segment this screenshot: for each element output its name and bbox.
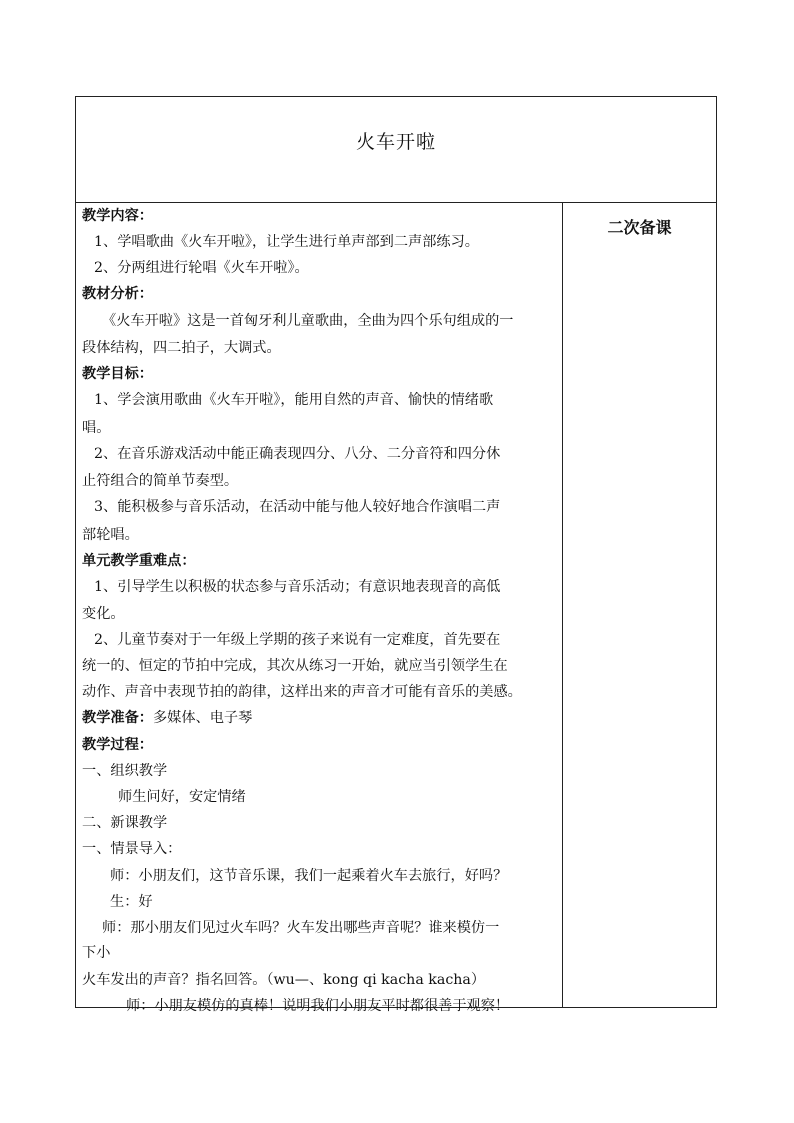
line-text: 1、学唱歌曲《火车开啦》，让学生进行单声部到二声部练习。 [94,234,479,250]
content-line [82,656,556,676]
line-text: 多媒体、电子琴 [152,710,253,726]
line-text: 师：那小朋友们见过火车吗？火车发出哪些声音呢？谁来模仿一 [102,920,500,936]
content-line [82,418,556,438]
secondary-prep-label: 二次备课 [607,218,672,237]
line-text: 2、分两组进行轮唱《火车开啦》。 [94,260,309,276]
content-line [82,970,556,990]
line-text: 动作、声音中表现节拍的韵律，这样出来的声音才可能有音乐的美感。 [82,684,522,700]
page-title: 火车开啦 [355,131,436,153]
content-line [82,206,556,226]
content-line [82,761,556,781]
line-text: 一、情景导入： [82,841,182,857]
content-line [82,604,556,624]
line-text: 师生问好，安定情绪 [118,789,246,805]
content-line [82,497,556,517]
content-line [82,892,556,912]
section-heading: 教学过程： [82,737,153,753]
lesson-table [75,96,717,1014]
line-text: 唱。 [82,420,111,436]
line-text: 下小 [82,945,111,961]
content-line [82,682,556,702]
line-text: 2、儿童节奏对于一年级上学期的孩子来说有一定难度，首先要在 [94,632,501,648]
content-line [82,258,556,278]
content-line [82,918,556,938]
line-text: 变化。 [82,606,125,622]
line-text: 3、能积极参与音乐活动，在活动中能与他人较好地合作演唱二声 [94,499,501,515]
line-text: 师：小朋友们，这节音乐课，我们一起乘着火车去旅行，好吗？ [110,868,508,884]
content-line [82,444,556,464]
content-line [82,364,556,384]
content-line [82,708,556,728]
line-text: 止符组合的简单节奏型。 [82,473,239,489]
content-line [82,551,556,571]
title-row [76,97,716,203]
line-text: 一、组织教学 [82,763,168,779]
line-text: 师：小朋友模仿的真棒！说明我们小朋友平时都很善于观察！ [126,998,510,1014]
content-line [82,630,556,650]
secondary-prep-cell [563,203,716,1007]
line-text: 段体结构，四二拍子，大调式。 [82,340,281,356]
line-text: 1、学会演用歌曲《火车开啦》，能用自然的声音、愉快的情绪歌 [94,392,494,408]
section-heading: 单元教学重难点： [82,553,196,569]
content-line [82,943,556,963]
content-line [82,866,556,886]
content-line [82,839,556,859]
line-text: 生：好 [110,894,153,910]
content-line [82,996,556,1016]
content-line [82,311,556,331]
content-line [82,735,556,755]
content-line [82,577,556,597]
line-text: 1、引导学生以积极的状态参与音乐活动；有意识地表现音的高低 [94,579,501,595]
section-heading: 教学目标： [82,366,153,382]
line-text: 火车发出的声音？指名回答。（wu—、kong qi kacha kacha） [82,972,486,988]
content-line [82,471,556,491]
content-line [82,232,556,252]
line-text: 2、在音乐游戏活动中能正确表现四分、八分、二分音符和四分休 [94,446,501,462]
line-text: 部轮唱。 [82,527,139,543]
content-line [82,787,556,807]
content-line [82,813,556,833]
line-text: 《火车开啦》这是一首匈牙利儿童歌曲，全曲为四个乐句组成的一 [102,313,514,329]
line-text: 统一的、恒定的节拍中完成，其次从练习一开始，就应当引领学生在 [82,658,508,674]
content-line [82,525,556,545]
lesson-content-cell [76,203,563,1014]
content-line [82,390,556,410]
content-line [82,338,556,358]
section-heading: 教材分析： [82,286,153,302]
section-heading: 教学内容： [82,208,153,224]
content-line [82,284,556,304]
line-text: 二、新课教学 [82,815,168,831]
section-heading: 教学准备： [82,710,153,726]
